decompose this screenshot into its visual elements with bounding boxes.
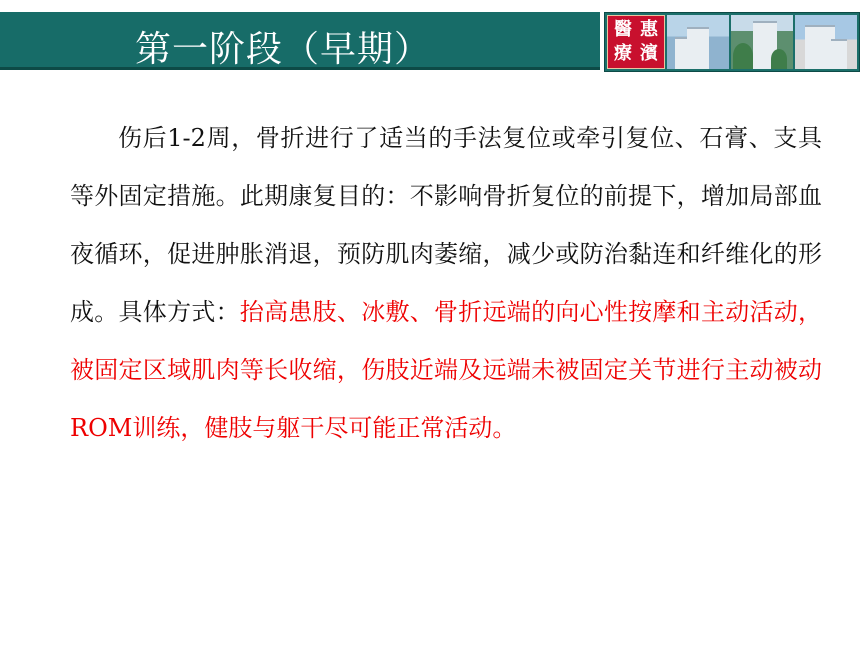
logo-char: 療 [614, 43, 632, 64]
logo-char: 濱 [640, 43, 658, 64]
slide-body [70, 109, 822, 457]
slide-title: 第一阶段（早期） [135, 29, 432, 70]
hospital-building-photo [795, 15, 857, 69]
highlighted-method-text: 抬高患肢、冰敷、骨折远端的向心性按摩和主动活动，被固定区域肌肉等长收缩，伤肢近端及远端未被固定关节进行主动被动ROM训练，健肢与躯干尽可能正常活动。 [70, 298, 823, 442]
logo-char: 醫 [614, 19, 632, 40]
hospital-building-photo [667, 15, 729, 69]
hospital-banner [604, 12, 860, 72]
hospital-logo [607, 15, 665, 69]
logo-char: 惠 [640, 19, 658, 40]
title-bar [0, 12, 600, 70]
slide-header [0, 0, 860, 76]
body-paragraph [70, 109, 822, 457]
body-text: 伤后1-2周，骨折进行了适当的手法复位或牵引复位、石膏、支具等外固定措施。此期康复目的：不影响骨折复位的前提下，增加局部血夜循环，促进肿胀消退，预防肌肉萎缩，减少或防治黏连和纤维化的形成。具体方式： [70, 124, 822, 326]
hospital-building-photo [731, 15, 793, 69]
